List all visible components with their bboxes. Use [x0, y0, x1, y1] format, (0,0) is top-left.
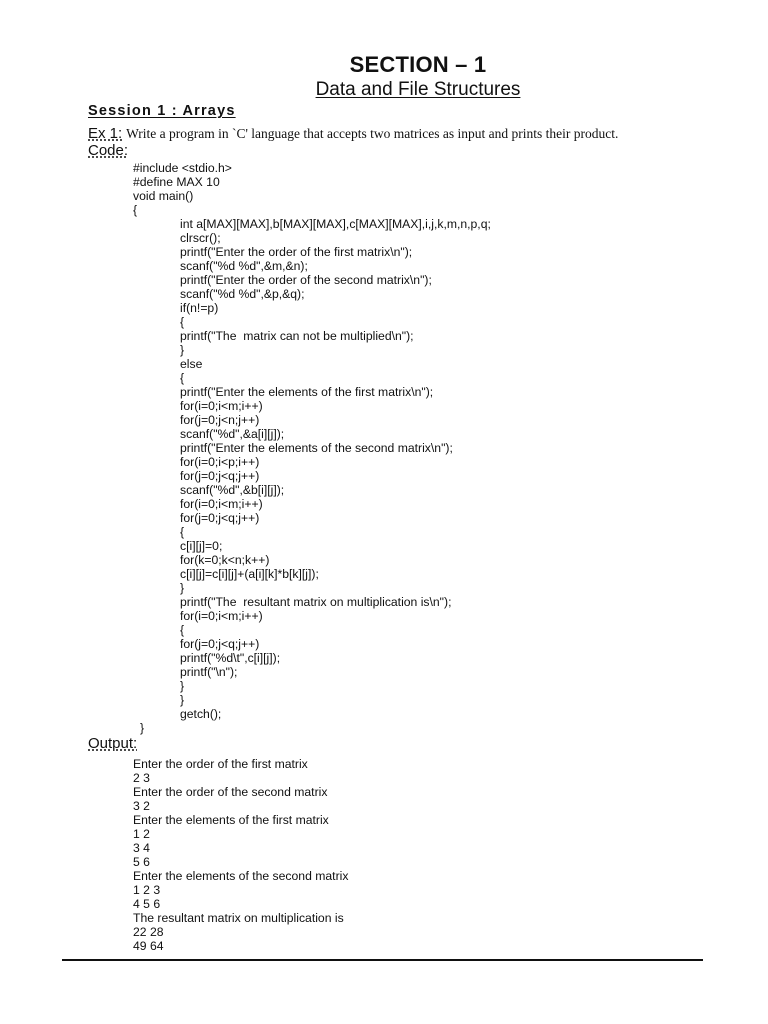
code-line: } — [180, 679, 185, 693]
output-line: Enter the order of the first matrix — [133, 757, 308, 771]
code-line: { — [180, 623, 185, 637]
code-line: int a[MAX][MAX],b[MAX][MAX],c[MAX][MAX],i,j,k,m,n,p,q; — [180, 217, 491, 231]
code-line: for(k=0;k<n;k++) — [180, 553, 270, 567]
output-line: 3 2 — [133, 799, 150, 813]
code-line: } — [180, 581, 185, 595]
exercise-label: Ex 1: — [88, 125, 123, 142]
code-line: printf("\n"); — [180, 665, 238, 679]
output-line: 49 64 — [133, 939, 164, 953]
session-heading: Session 1 : Arrays — [88, 103, 236, 119]
exercise-statement — [88, 125, 618, 142]
document-subtitle-text: Data and File Structures — [315, 79, 521, 100]
code-line: scanf("%d",&a[i][j]); — [180, 427, 285, 441]
code-line: } — [180, 693, 185, 707]
code-line: printf("Enter the order of the second matrix\n"); — [180, 273, 432, 287]
output-line: Enter the elements of the first matrix — [133, 813, 329, 827]
code-line: for(i=0;i<m;i++) — [180, 609, 263, 623]
code-line: for(j=0;j<q;j++) — [180, 637, 260, 651]
code-line: c[i][j]=0; — [180, 539, 223, 553]
code-line: printf("Enter the order of the first matrix\n"); — [180, 245, 413, 259]
code-line: scanf("%d %d",&m,&n); — [180, 259, 308, 273]
code-line: } — [180, 343, 185, 357]
code-line: printf("Enter the elements of the first matrix\n"); — [180, 385, 434, 399]
output-line: 4 5 6 — [133, 897, 161, 911]
output-line: The resultant matrix on multiplication is — [133, 911, 344, 925]
code-line: c[i][j]=c[i][j]+(a[i][k]*b[k][j]); — [180, 567, 319, 581]
code-line: else — [180, 357, 203, 371]
code-line: for(i=0;i<p;i++) — [180, 455, 260, 469]
code-line: for(j=0;j<n;j++) — [180, 413, 260, 427]
code-line: clrscr(); — [180, 231, 221, 245]
code-line: getch(); — [180, 707, 222, 721]
output-line: 5 6 — [133, 855, 150, 869]
code-line: { — [133, 203, 138, 217]
output-line: 2 3 — [133, 771, 150, 785]
code-line: } — [140, 721, 145, 735]
code-line: { — [180, 371, 185, 385]
footer-rule — [62, 959, 703, 961]
code-line: scanf("%d",&b[i][j]); — [180, 483, 285, 497]
output-line: Enter the order of the second matrix — [133, 785, 328, 799]
output-line: 22 28 — [133, 925, 164, 939]
output-line: Enter the elements of the second matrix — [133, 869, 349, 883]
code-line: printf("The matrix can not be multiplied\n"); — [180, 329, 414, 343]
code-line: #include <stdio.h> — [133, 161, 232, 175]
code-line: for(i=0;i<m;i++) — [180, 399, 263, 413]
document-subtitle — [34, 79, 768, 101]
exercise-text: Write a program in `C' language that accepts two matrices as input and prints their product. — [126, 126, 619, 141]
code-label: Code: — [88, 142, 129, 159]
code-line: { — [180, 315, 185, 329]
code-line: printf("%d\t",c[i][j]); — [180, 651, 281, 665]
output-line: 3 4 — [133, 841, 150, 855]
code-line: for(i=0;i<m;i++) — [180, 497, 263, 511]
code-line: printf("The resultant matrix on multiplication is\n"); — [180, 595, 452, 609]
output-label: Output: — [88, 735, 138, 752]
code-line: if(n!=p) — [180, 301, 219, 315]
code-line: void main() — [133, 189, 194, 203]
code-line: printf("Enter the elements of the second matrix\n"); — [180, 441, 453, 455]
output-line: 1 2 3 — [133, 883, 161, 897]
code-line: scanf("%d %d",&p,&q); — [180, 287, 305, 301]
section-title: SECTION – 1 — [349, 52, 487, 77]
code-line: #define MAX 10 — [133, 175, 220, 189]
code-line: { — [180, 525, 185, 539]
code-line: for(j=0;j<q;j++) — [180, 511, 260, 525]
code-line: for(j=0;j<q;j++) — [180, 469, 260, 483]
output-line: 1 2 — [133, 827, 150, 841]
